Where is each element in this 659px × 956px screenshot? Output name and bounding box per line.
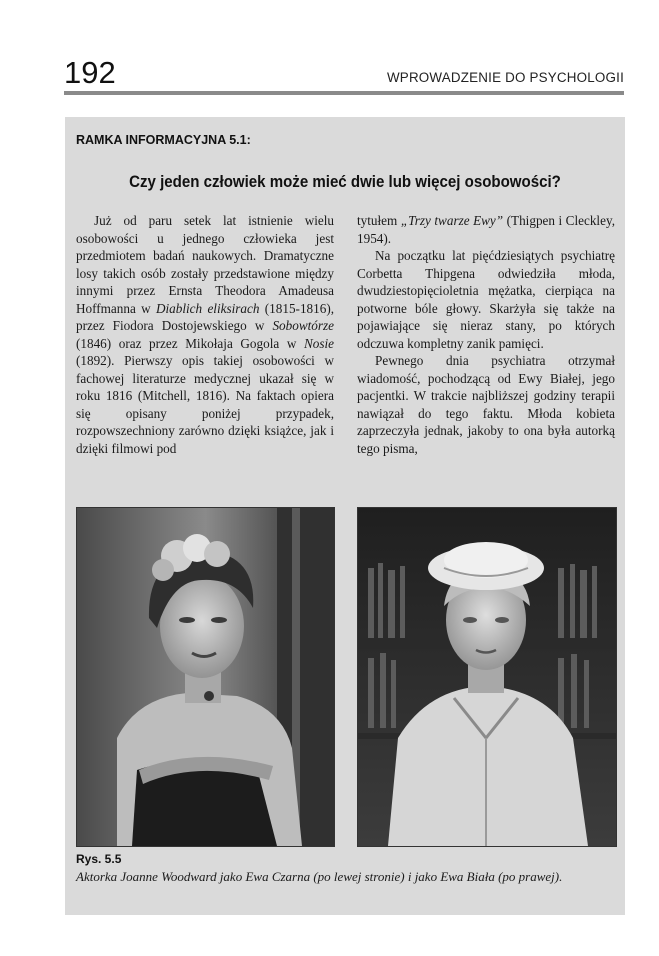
photo-left [76, 507, 335, 847]
text-column-right [357, 212, 615, 457]
text-column-left [76, 212, 334, 457]
info-box-label: RAMKA INFORMACYJNA 5.1: [76, 133, 251, 147]
film-title: „Trzy twarze Ewy” [400, 213, 504, 228]
figure-label: Rys. 5.5 [76, 852, 122, 866]
photo-eva-black [77, 508, 334, 846]
book-title: Diablich eliksirach [155, 300, 260, 316]
book-title: Sobowtórze [272, 318, 334, 333]
book-title: Nosie [303, 335, 334, 351]
header-rule [64, 91, 624, 95]
info-box-title: Czy jeden człowiek może mieć dwie lub więcej osobowości? [129, 173, 561, 191]
paragraph: tytułem „Trzy twarze Ewy” (Thigpen i Cleckley, 1954). [357, 213, 615, 246]
paragraph: Pewnego dnia psychiatra otrzymał wiadomość, pochodzącą od Ewy Białej, jego pacjentki. W trakcie najbliższej godziny terapii nawiązał do tego faktu. Młoda kobieta zaprzeczyła jednak, jakoby to ona była autorką tego pisma, [357, 353, 615, 456]
paragraph: Na początku lat pięćdziesiątych psychiatrę Corbetta Thipgena odwiedziła młoda, dwudziestopięcioletnia mężatka, cierpiąca na potworne bóle głowy. Skarżyła się także na pojawiające się nieraz stany, po których odczuwa kompletny zanik pamięci. [357, 248, 615, 351]
paragraph: Już od paru setek lat istnienie wielu osobowości u jednego człowieka jest przedmiotem badań naukowych. Dramatyczne losy takich osób zostały przedstawione między innymi przez Ernsta Theodora Amadeusa Hoffmanna w Diablich eliksirach (1815-1816), przez Fiodora Dostojewskiego w Sobowtórze (1846) oraz przez Mikołaja Gogola w Nosie (1892). Pierwszy opis takiej osobowości w fachowej literaturze medycznej ukazał się w roku 1816 (Mitchell, 1816). Na faktach opiera się opisany poniżej przypadek, rozpowszechniony zarówno dzięki książce, jak i dzięki filmowi pod [76, 213, 335, 456]
figure-caption: Aktorka Joanne Woodward jako Ewa Czarna (po lewej stronie) i jako Ewa Biała (po prawej). [76, 869, 563, 884]
photo-right [357, 507, 617, 847]
page-number: 192 [64, 55, 116, 90]
photo-eva-white [358, 508, 616, 846]
running-head: WPROWADZENIE DO PSYCHOLOGII [386, 70, 624, 85]
